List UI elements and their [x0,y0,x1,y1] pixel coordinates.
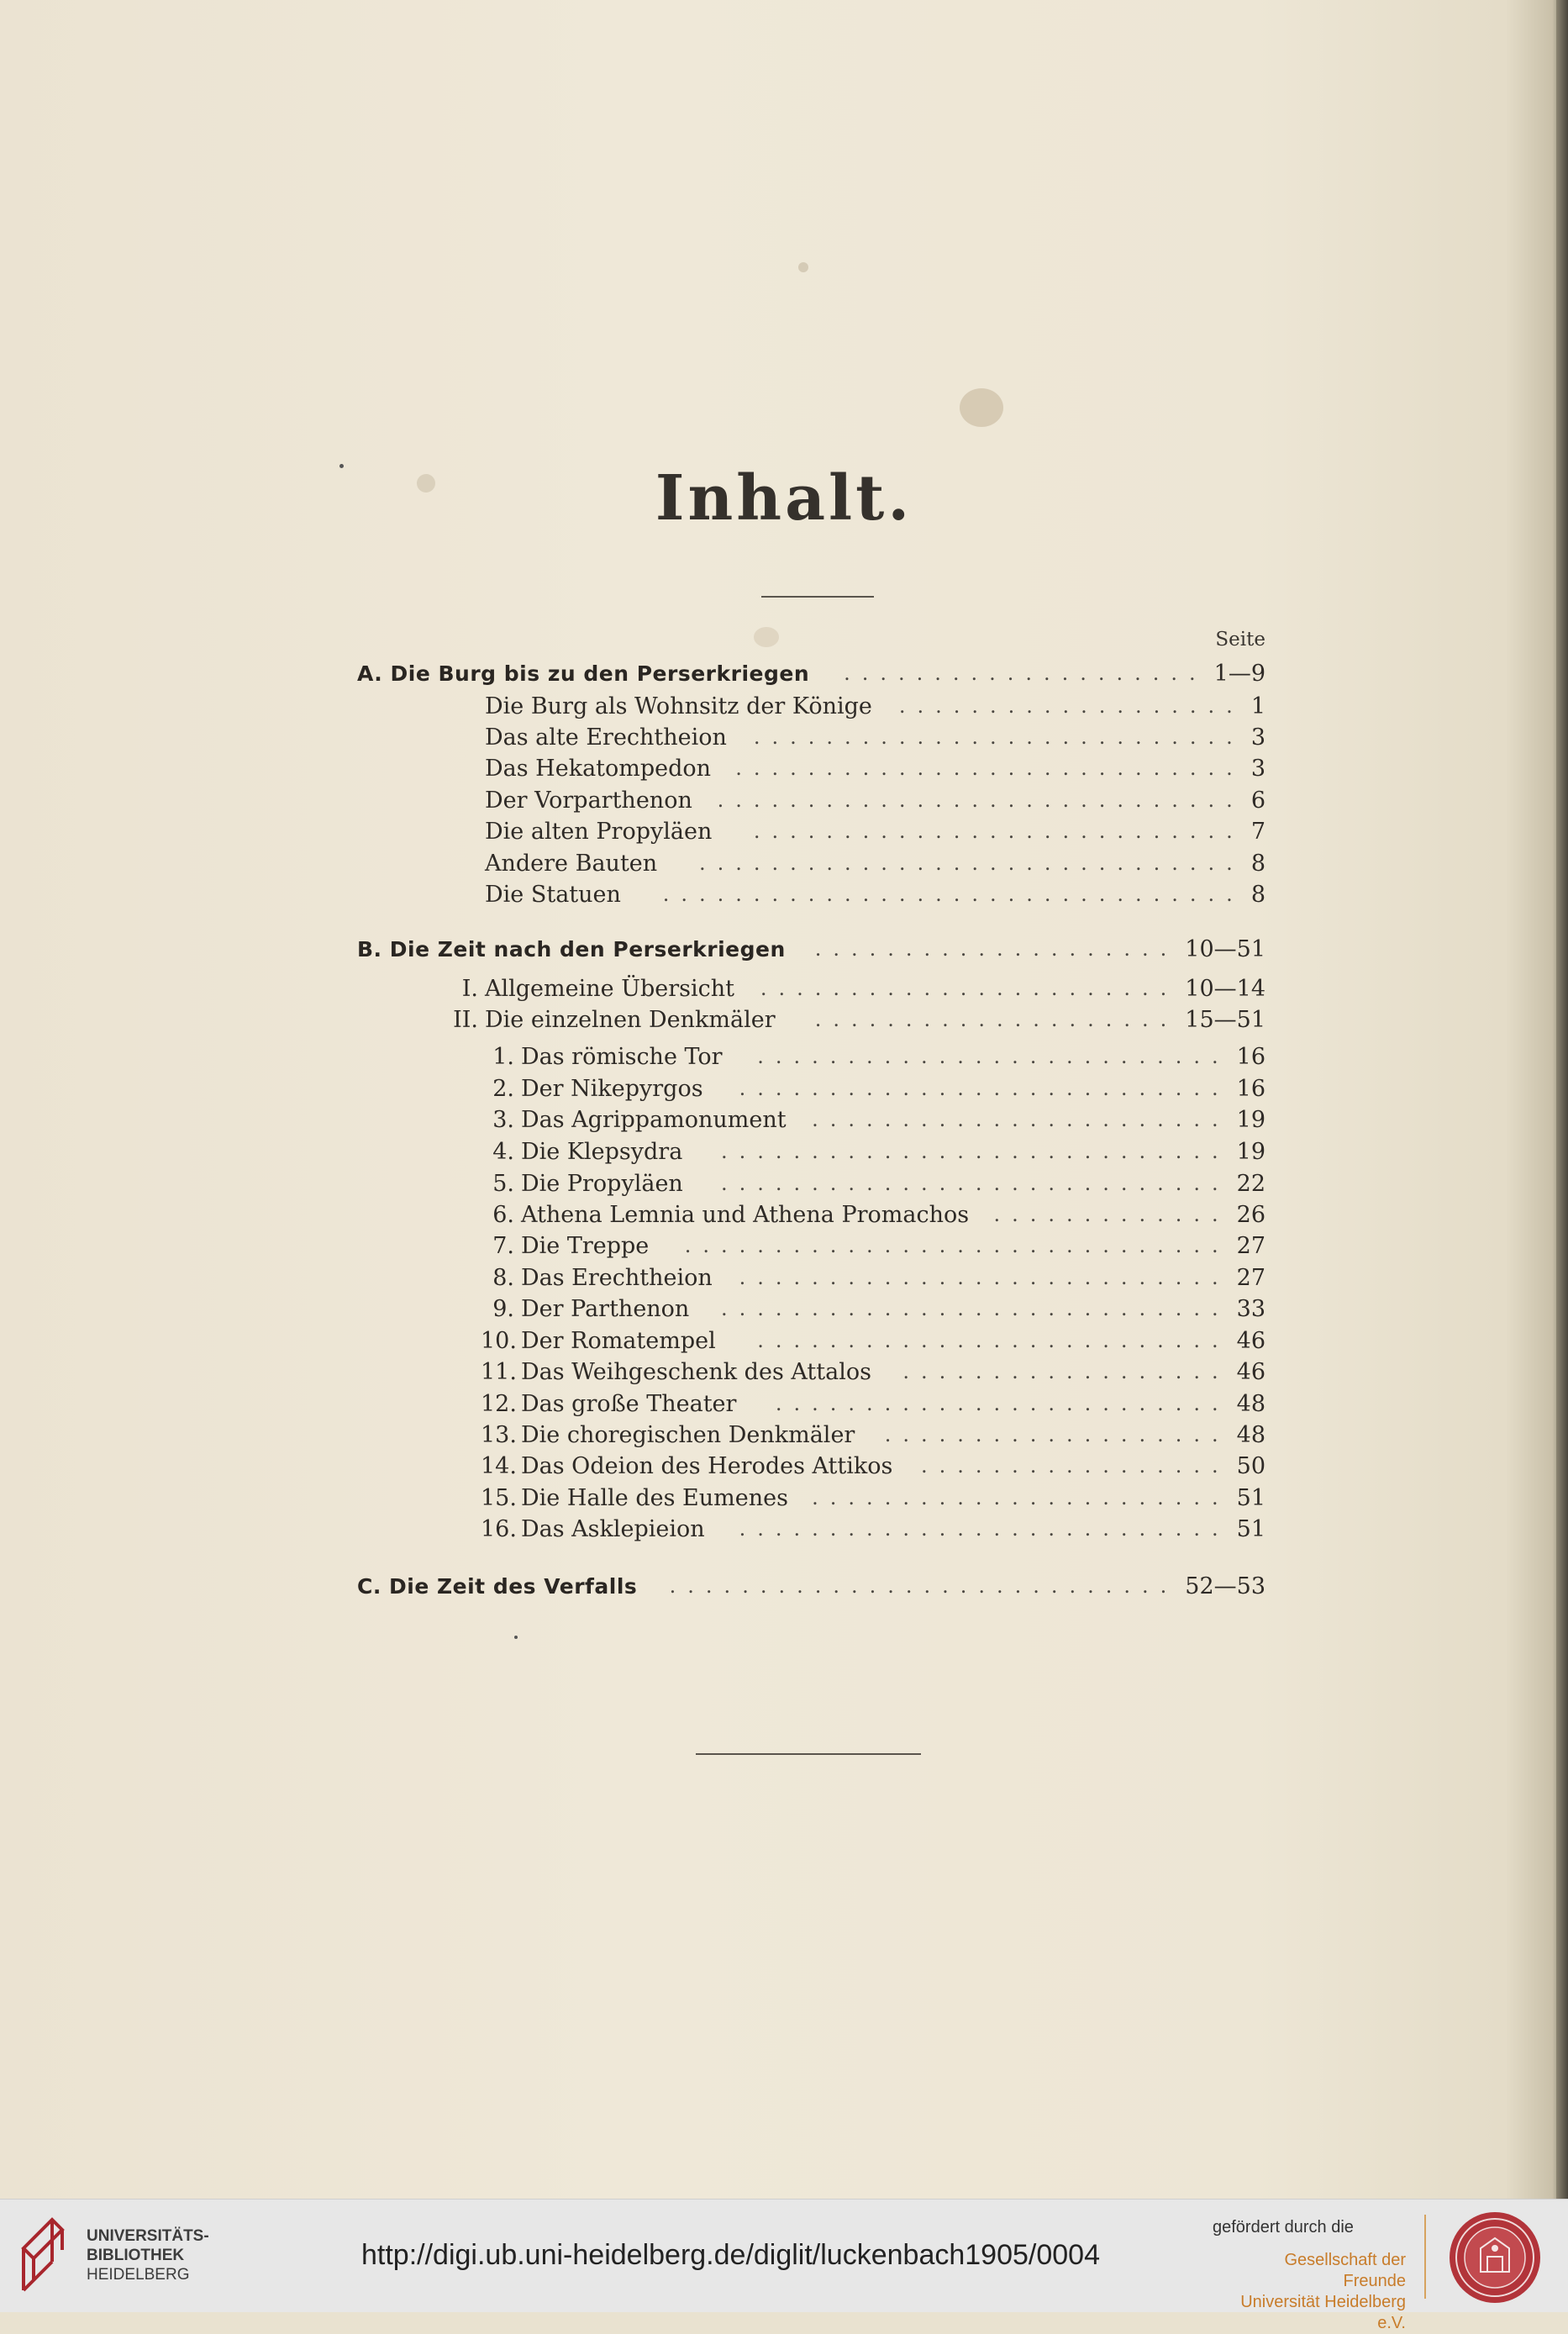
dot-leader: ................... [898,694,1244,718]
dot-leader: ............................ [721,1297,1230,1320]
toc-entry-row [357,816,1265,847]
toc-entry-number: 7. [492,1233,514,1259]
toc-entry-title: Die einzelnen Denkmäler [485,1007,776,1033]
toc-entry-title: Das große Theater [521,1391,737,1417]
library-logo-icon [18,2216,72,2294]
toc-page-number: 3 [1250,756,1265,782]
toc-entry-row [357,1483,1265,1514]
funded-by-text: gefördert durch die [1213,2218,1354,2237]
toc-page-number: 16 [1236,1076,1265,1102]
toc-entry-row [357,785,1265,816]
toc-entry-title: Der Vorparthenon [485,788,692,814]
toc-page-number: 19 [1236,1139,1265,1165]
toc-entry-title: Das Asklepieion [521,1516,705,1542]
toc-page-number: 15—51 [1185,1007,1265,1033]
toc-page-number: 10—51 [1185,936,1265,962]
dot-leader: ............. [993,1203,1230,1226]
toc-entry-title: Die Propyläen [521,1171,683,1197]
toc-page-number: 7 [1250,819,1265,845]
toc-page-number: 3 [1250,724,1265,751]
footer-divider [1424,2215,1426,2299]
toc-entry-title: Das Hekatompedon [485,756,712,782]
toc-entry-title: Das Agrippamonument [521,1107,787,1133]
dot-leader: .................. [902,1360,1230,1383]
toc-entry-row [357,1230,1265,1262]
dot-leader: ......................... [775,1392,1230,1415]
toc-section-title: C. Die Zeit des Verfalls [357,1574,638,1599]
toc-entry-row [357,1325,1265,1357]
toc-entry-number: II. [453,1007,478,1033]
toc-entry-title: Die Statuen [485,882,621,908]
dot-leader: ........................... [739,1077,1230,1100]
dot-leader: ........................... [753,725,1244,749]
dot-leader: .............................. [698,851,1244,875]
toc-page-number: 22 [1236,1171,1265,1197]
toc-entry-number: 8. [492,1265,514,1291]
toc-entry-title: Der Parthenon [521,1296,690,1322]
toc-entry-row [357,848,1265,879]
toc-entry-row [357,691,1265,722]
toc-entry-row [357,1293,1265,1325]
toc-entry-number: 12. [481,1391,517,1417]
paper-stain [960,388,1003,427]
dot-leader: ................... [884,1423,1230,1446]
page-edge-shadow [1556,0,1568,2199]
dot-leader: ............................ [735,756,1244,780]
toc-entry-number: 2. [492,1076,514,1102]
toc-entry-title: Die Burg als Wohnsitz der Könige [485,693,872,719]
toc-entry-title: Die choregischen Denkmäler [521,1422,855,1448]
toc-entry-title: Die Halle des Eumenes [521,1485,788,1511]
toc-page-number: 10—14 [1185,976,1265,1002]
dot-leader: ................. [920,1454,1230,1478]
toc-entry-row [357,1004,1265,1035]
toc-entry-row [357,1388,1265,1420]
page-column-label: Seite [1215,629,1265,651]
toc-page-number: 1—9 [1213,661,1265,687]
toc-entry-row [357,722,1265,753]
dot-leader: ....................... [812,1486,1230,1509]
toc-section-row [357,1571,1265,1602]
toc-page-number: 19 [1236,1107,1265,1133]
toc-entry-number: 1. [492,1044,514,1070]
title-underline [761,596,874,598]
university-seal-icon [1447,2210,1543,2305]
toc-page-number: 8 [1250,851,1265,877]
library-name: UNIVERSITÄTS- BIBLIOTHEK HEIDELBERG [87,2227,209,2284]
toc-entry-number: 11. [481,1359,517,1385]
toc-page-number: 51 [1236,1485,1265,1511]
toc-section-row [357,658,1265,689]
dot-leader: .......................... [757,1045,1230,1068]
dot-leader: .................... [814,937,1179,961]
dot-leader: ....................... [760,977,1179,1000]
toc-entry-number: I. [461,976,478,1002]
toc-entry-title: Das Erechtheion [521,1265,713,1291]
dot-leader: ........................... [753,819,1244,843]
dot-leader: ....................... [812,1108,1230,1131]
paper-stain [514,1636,518,1639]
toc-entry-row [357,1451,1265,1482]
toc-section-title: A. Die Burg bis zu den Perserkriegen [357,661,810,686]
toc-page-number: 33 [1236,1296,1265,1322]
toc-entry-title: Die alten Propyläen [485,819,713,845]
dot-leader: ............................. [717,788,1244,812]
toc-entry-row [357,1104,1265,1135]
toc-entry-number: 16. [481,1516,517,1542]
toc-page-number: 27 [1236,1265,1265,1291]
toc-section-title: B. Die Zeit nach den Perserkriegen [357,937,786,962]
toc-entry-title: Der Romatempel [521,1328,716,1354]
toc-page-number: 27 [1236,1233,1265,1259]
toc-entry-row [357,1199,1265,1230]
toc-page-number: 26 [1236,1202,1265,1228]
toc-page-number: 46 [1236,1328,1265,1354]
toc-entry-row [357,1514,1265,1545]
toc-entry-title: Das alte Erechtheion [485,724,727,751]
toc-entry-number: 3. [492,1107,514,1133]
dot-leader: ............................ [721,1140,1230,1163]
toc-entry-number: 4. [492,1139,514,1165]
toc-entry-row [357,1357,1265,1388]
toc-entry-number: 5. [492,1171,514,1197]
toc-entry-number: 15. [481,1485,517,1511]
toc-entry-row [357,1041,1265,1072]
toc-entry-title: Das Odeion des Herodes Attikos [521,1453,893,1479]
dot-leader: ............................ [669,1574,1179,1598]
toc-entry-row [357,1420,1265,1451]
dot-leader: ................................ [662,882,1244,906]
toc-entry-row [357,1168,1265,1199]
toc-entry-row [357,879,1265,910]
toc-entry-title: Der Nikepyrgos [521,1076,703,1102]
dot-leader: .................... [844,661,1208,685]
toc-page-number: 50 [1236,1453,1265,1479]
dot-leader: .................... [814,1008,1179,1031]
toc-entry-title: Das Weihgeschenk des Attalos [521,1359,871,1385]
dot-leader: ........................... [739,1517,1230,1541]
toc-page-number: 46 [1236,1359,1265,1385]
toc-entry-title: Athena Lemnia und Athena Promachos [521,1202,970,1228]
toc-entry-row [357,1262,1265,1293]
toc-page-number: 16 [1236,1044,1265,1070]
toc-entry-number: 10. [481,1328,517,1354]
toc-entry-number: 6. [492,1202,514,1228]
toc-entry-number: 13. [481,1422,517,1448]
toc-entry-title: Die Klepsydra [521,1139,683,1165]
toc-page-number: 48 [1236,1422,1265,1448]
dot-leader: .............................. [684,1234,1230,1257]
paper-stain [798,262,808,272]
page-title: Inhalt. [655,462,913,535]
closing-rule [696,1753,921,1755]
toc-page-number: 1 [1250,693,1265,719]
toc-page-number: 52—53 [1185,1573,1265,1599]
toc-page-number: 6 [1250,788,1265,814]
toc-entry-title: Die Treppe [521,1233,650,1259]
dot-leader: ........................... [739,1266,1230,1289]
toc-entry-row [357,753,1265,784]
sponsor-name: Gesellschaft der Freunde Universität Heidelberg e.V. [1240,2251,1406,2332]
toc-page-number: 51 [1236,1516,1265,1542]
source-url-link[interactable]: http://digi.ub.uni-heidelberg.de/diglit/luckenbach1905/0004 [361,2239,1100,2271]
toc-section-row [357,934,1265,965]
footer-bar [0,2199,1568,2332]
toc-entry-title: Allgemeine Übersicht [485,976,734,1002]
toc-entry-title: Andere Bauten [485,851,658,877]
toc-entry-title: Das römische Tor [521,1044,723,1070]
toc-page-number: 48 [1236,1391,1265,1417]
toc-entry-number: 14. [481,1453,517,1479]
paper-stain [754,627,779,647]
toc-entry-row [357,973,1265,1004]
toc-entry-row [357,1073,1265,1104]
toc-page-number: 8 [1250,882,1265,908]
toc-entry-row [357,1136,1265,1167]
toc-entry-number: 9. [492,1296,514,1322]
dot-leader: .......................... [757,1329,1230,1352]
dot-leader: ............................ [721,1172,1230,1195]
